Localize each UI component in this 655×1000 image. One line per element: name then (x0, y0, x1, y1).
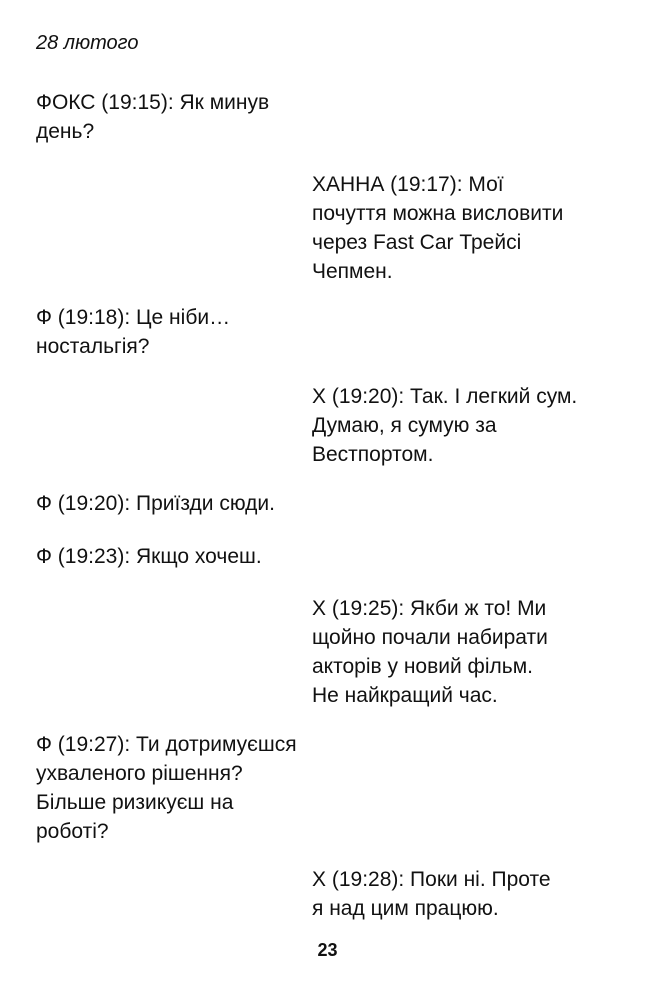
message-line: акторів у новий фільм. (312, 655, 533, 678)
message-line: Думаю, я сумую за (312, 414, 497, 437)
message-line: Х (19:25): Якби ж то! Ми (312, 597, 547, 620)
message-line: почуття можна висловити (312, 202, 564, 225)
message-line: ухваленого рішення? (36, 762, 243, 785)
message-line: Чепмен. (312, 260, 393, 283)
page-number: 23 (317, 940, 338, 960)
message-fox-1915 (36, 88, 269, 146)
message-line: Не найкращий час. (312, 684, 498, 707)
message-line: день? (36, 120, 95, 143)
message-fox-1927 (36, 730, 297, 846)
message-line: я над цим працюю. (312, 897, 499, 920)
message-hanna-1928 (312, 865, 551, 923)
message-fox-1920 (36, 489, 275, 518)
message-fox-1918 (36, 303, 230, 361)
message-hanna-1920 (312, 382, 577, 469)
date-heading: 28 лютого (36, 32, 139, 54)
message-line: Ф (19:23): Якщо хочеш. (36, 545, 262, 568)
message-line: Ф (19:27): Ти дотримуєшся (36, 733, 297, 756)
message-line: щойно почали набирати (312, 626, 548, 649)
message-line: Більше ризикуєш на (36, 791, 234, 814)
message-line: ХАННА (19:17): Мої (312, 173, 504, 196)
message-line: роботі? (36, 820, 109, 843)
message-line: ностальгія? (36, 335, 150, 358)
message-fox-1923 (36, 542, 262, 571)
message-line: Х (19:28): Поки ні. Проте (312, 868, 551, 891)
message-line: Вестпортом. (312, 443, 434, 466)
message-hanna-1917 (312, 170, 563, 286)
message-line: Ф (19:18): Це ніби… (36, 306, 231, 329)
message-hanna-1925 (312, 594, 548, 710)
message-line: Х (19:20): Так. І легкий сум. (312, 385, 578, 408)
message-line: ФОКС (19:15): Як минув (36, 91, 270, 114)
message-line: Ф (19:20): Приїзди сюди. (36, 492, 275, 515)
message-line: через Fast Car Трейсі (312, 231, 522, 254)
